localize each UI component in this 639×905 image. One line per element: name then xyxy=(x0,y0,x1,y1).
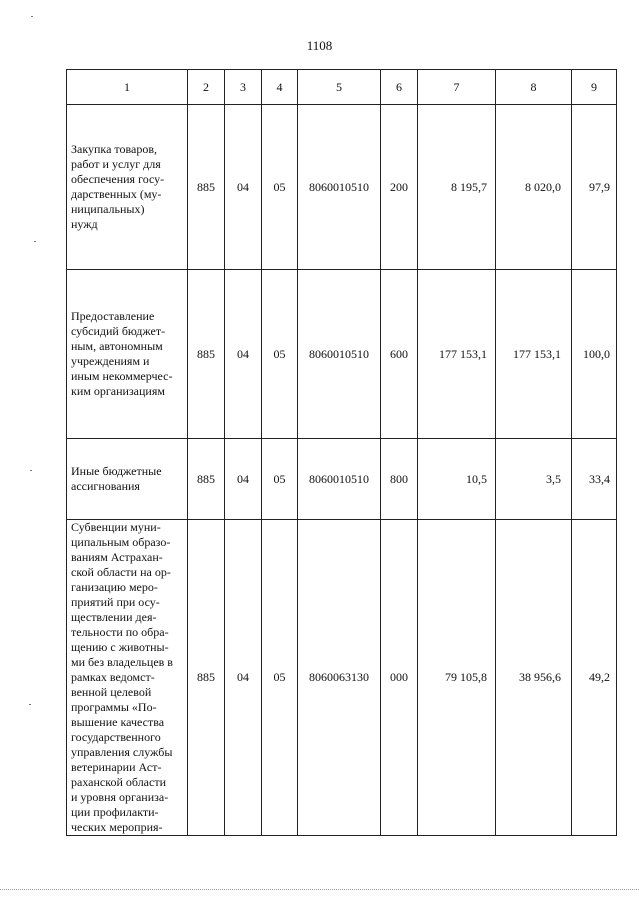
description-line: Предоставление xyxy=(71,309,155,323)
description-line: ниципальных) xyxy=(71,202,145,216)
description-line: обеспечения госу- xyxy=(71,172,165,186)
description-line: иным некоммерчес- xyxy=(71,369,173,383)
header-row xyxy=(67,70,617,105)
description-line: ветеринарии Аст- xyxy=(71,760,162,774)
actual-amount: 3,5 xyxy=(496,439,572,520)
planned-amount: 10,5 xyxy=(418,439,496,520)
table-row xyxy=(67,439,617,520)
expense-type-code: 000 xyxy=(381,520,418,836)
description-line: учреждениям и xyxy=(71,354,150,368)
header-cell-8: 8 xyxy=(496,70,572,105)
description-line: ции профилакти- xyxy=(71,805,159,819)
description-line: ассигнования xyxy=(71,479,140,493)
target-article-code: 8060010510 xyxy=(298,270,381,439)
description-line: дарственных (му- xyxy=(71,187,162,201)
planned-amount: 79 105,8 xyxy=(418,520,496,836)
table-row xyxy=(67,520,617,836)
page-number: 1108 xyxy=(306,38,333,53)
description-line: и уровня организа- xyxy=(71,790,169,804)
description-line: Иные бюджетные xyxy=(71,464,162,478)
scan-speck xyxy=(29,704,31,705)
description-line: Субвенции муни- xyxy=(71,520,161,534)
actual-amount: 8 020,0 xyxy=(496,105,572,270)
expense-type-code: 200 xyxy=(381,105,418,270)
subsection-code: 05 xyxy=(262,270,298,439)
subsection-code: 05 xyxy=(262,105,298,270)
description-line: венной целевой xyxy=(71,685,152,699)
table-row xyxy=(67,270,617,439)
description-line: управления службы xyxy=(71,745,173,759)
header-cell-4: 4 xyxy=(262,70,298,105)
description-line: ваниям Астрахан- xyxy=(71,550,163,564)
budget-table xyxy=(66,69,617,836)
section-code: 04 xyxy=(225,520,262,836)
ministry-code: 885 xyxy=(188,105,225,270)
description-line: ми без владельцев в xyxy=(71,655,173,669)
planned-amount: 8 195,7 xyxy=(418,105,496,270)
scan-speck xyxy=(31,16,33,17)
execution-percent: 33,4 xyxy=(572,439,617,520)
header-cell-9: 9 xyxy=(572,70,617,105)
header-cell-7: 7 xyxy=(418,70,496,105)
table-row xyxy=(67,105,617,270)
description-line: щению с животны- xyxy=(71,640,169,654)
scan-speck xyxy=(30,470,32,471)
expense-type-code: 800 xyxy=(381,439,418,520)
description-line: государственного xyxy=(71,730,161,744)
scan-edge-dots xyxy=(0,889,639,891)
target-article-code: 8060063130 xyxy=(298,520,381,836)
description-line: нужд xyxy=(71,217,98,231)
header-cell-1: 1 xyxy=(67,70,188,105)
header-cell-2: 2 xyxy=(188,70,225,105)
description-line: ской области на ор- xyxy=(71,565,171,579)
description-line: приятий при осу- xyxy=(71,595,160,609)
execution-percent: 49,2 xyxy=(572,520,617,836)
description-line: ганизацию меро- xyxy=(71,580,158,594)
header-cell-6: 6 xyxy=(381,70,418,105)
subsection-code: 05 xyxy=(262,439,298,520)
description-line: вышение качества xyxy=(71,715,165,729)
row-description xyxy=(67,105,188,270)
description-line: ществлении дея- xyxy=(71,610,157,624)
description-line: программы «По- xyxy=(71,700,157,714)
target-article-code: 8060010510 xyxy=(298,105,381,270)
description-line: ным, автономным xyxy=(71,339,163,353)
scan-speck xyxy=(34,241,36,242)
subsection-code: 05 xyxy=(262,520,298,836)
description-line: раханской области xyxy=(71,775,166,789)
description-line: ческих мероприя- xyxy=(71,820,163,834)
row-description xyxy=(67,520,188,836)
description-line: ким организациям xyxy=(71,384,165,398)
ministry-code: 885 xyxy=(188,520,225,836)
header-cell-3: 3 xyxy=(225,70,262,105)
description-line: работ и услуг для xyxy=(71,157,161,171)
target-article-code: 8060010510 xyxy=(298,439,381,520)
description-line: субсидий бюджет- xyxy=(71,324,166,338)
execution-percent: 100,0 xyxy=(572,270,617,439)
description-line: тельности по обра- xyxy=(71,625,169,639)
description-line: рамках ведомст- xyxy=(71,670,155,684)
ministry-code: 885 xyxy=(188,439,225,520)
description-line: Закупка товаров, xyxy=(71,142,157,156)
row-description xyxy=(67,439,188,520)
section-code: 04 xyxy=(225,439,262,520)
section-code: 04 xyxy=(225,270,262,439)
actual-amount: 177 153,1 xyxy=(496,270,572,439)
section-code: 04 xyxy=(225,105,262,270)
actual-amount: 38 956,6 xyxy=(496,520,572,836)
execution-percent: 97,9 xyxy=(572,105,617,270)
header-cell-5: 5 xyxy=(298,70,381,105)
expense-type-code: 600 xyxy=(381,270,418,439)
description-line: ципальным образо- xyxy=(71,535,171,549)
row-description xyxy=(67,270,188,439)
ministry-code: 885 xyxy=(188,270,225,439)
planned-amount: 177 153,1 xyxy=(418,270,496,439)
